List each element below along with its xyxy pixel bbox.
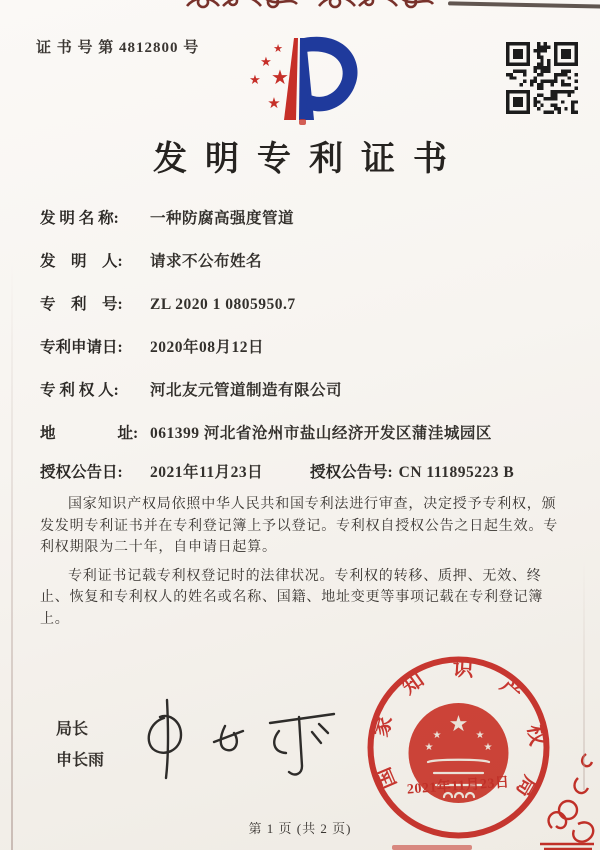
signature-icon	[122, 690, 352, 786]
red-speck	[299, 119, 306, 125]
field-address	[40, 421, 565, 464]
seal-ring-char: 国	[370, 764, 401, 793]
seal-ring-char: 家	[368, 712, 397, 740]
qr-code	[506, 42, 578, 114]
top-edge-mark	[448, 1, 600, 8]
field-label: 地 址:	[40, 425, 139, 442]
field-inventor	[40, 249, 565, 292]
seal-ring-char: 知	[397, 667, 429, 699]
svg-text:★: ★	[249, 73, 261, 88]
svg-text:★: ★	[475, 730, 485, 741]
official-seal	[366, 650, 561, 846]
field-value: ZL 2020 1 0805950.7	[150, 296, 296, 313]
bottom-edge-mark	[392, 845, 472, 850]
legal-paragraph-1: 国家知识产权局依照中华人民共和国专利法进行审查，决定授予专利权，颁发发明专利证书并在专利登记簿上予以登记。专利权自授权公告之日起生效。专利权期限为二十年，自申请日起算。	[40, 497, 558, 555]
director-title: 局长	[56, 721, 89, 738]
svg-text:★: ★	[273, 42, 283, 55]
seal-date: 2021年11月23日	[406, 775, 511, 798]
grant-date-label: 授权公告日:	[40, 464, 123, 481]
svg-text:★: ★	[267, 94, 281, 112]
field-invention-name	[40, 206, 565, 249]
page-number: 第 1 页 (共 2 页)	[248, 821, 352, 836]
field-label: 专利申请日:	[40, 339, 123, 356]
legal-text	[40, 494, 564, 637]
field-value: 河北友元管道制造有限公司	[150, 382, 343, 399]
director-name: 申长雨	[56, 752, 105, 769]
field-application-date	[40, 335, 565, 378]
seal-ring-char: 权	[523, 722, 551, 748]
seal-ring-char: 识	[451, 656, 475, 682]
certificate-number: 证 书 号 第 4812800 号	[36, 40, 200, 56]
field-value: 061399 河北省沧州市盐山经济开发区蒲洼城园区	[150, 425, 492, 442]
field-label: 发 明 名 称:	[40, 210, 119, 227]
svg-text:★: ★	[260, 55, 272, 70]
field-value: 请求不公布姓名	[150, 253, 263, 270]
fields-block	[40, 206, 565, 500]
svg-text:★: ★	[432, 730, 442, 741]
field-label: 专 利 权 人:	[40, 382, 119, 399]
grant-number-value: CN 111895223 B	[398, 464, 515, 481]
grant-number-label: 授权公告号:	[310, 464, 393, 481]
seal-ring-char: 产	[495, 673, 528, 705]
seal-ring-char: 局	[511, 771, 543, 802]
field-label: 专 利 号:	[40, 296, 123, 313]
svg-text:★: ★	[271, 65, 289, 89]
field-value: 2020年08月12日	[150, 339, 265, 356]
page-left-edge	[11, 260, 13, 850]
grant-date-value: 2021年11月23日	[150, 464, 264, 481]
grant-number-pair	[310, 460, 514, 482]
svg-text:★: ★	[448, 712, 469, 737]
svg-text:★: ★	[424, 742, 434, 753]
field-value: 一种防腐高强度管道	[150, 210, 295, 227]
field-patent-number	[40, 292, 565, 335]
field-label: 发 明 人:	[40, 253, 123, 270]
top-border-ornament	[185, 0, 435, 18]
cnipa-logo-icon	[228, 26, 378, 134]
svg-text:★: ★	[483, 742, 493, 753]
legal-paragraph-2: 专利证书记载专利权登记时的法律状况。专利权的转移、质押、无效、终止、恢复和专利权人的姓名或名称、国籍、地址变更等事项记载在专利登记簿上。	[40, 568, 544, 627]
certificate-title: 发明专利证书	[153, 141, 465, 178]
field-patentee	[40, 378, 565, 421]
page-right-edge	[583, 560, 585, 790]
